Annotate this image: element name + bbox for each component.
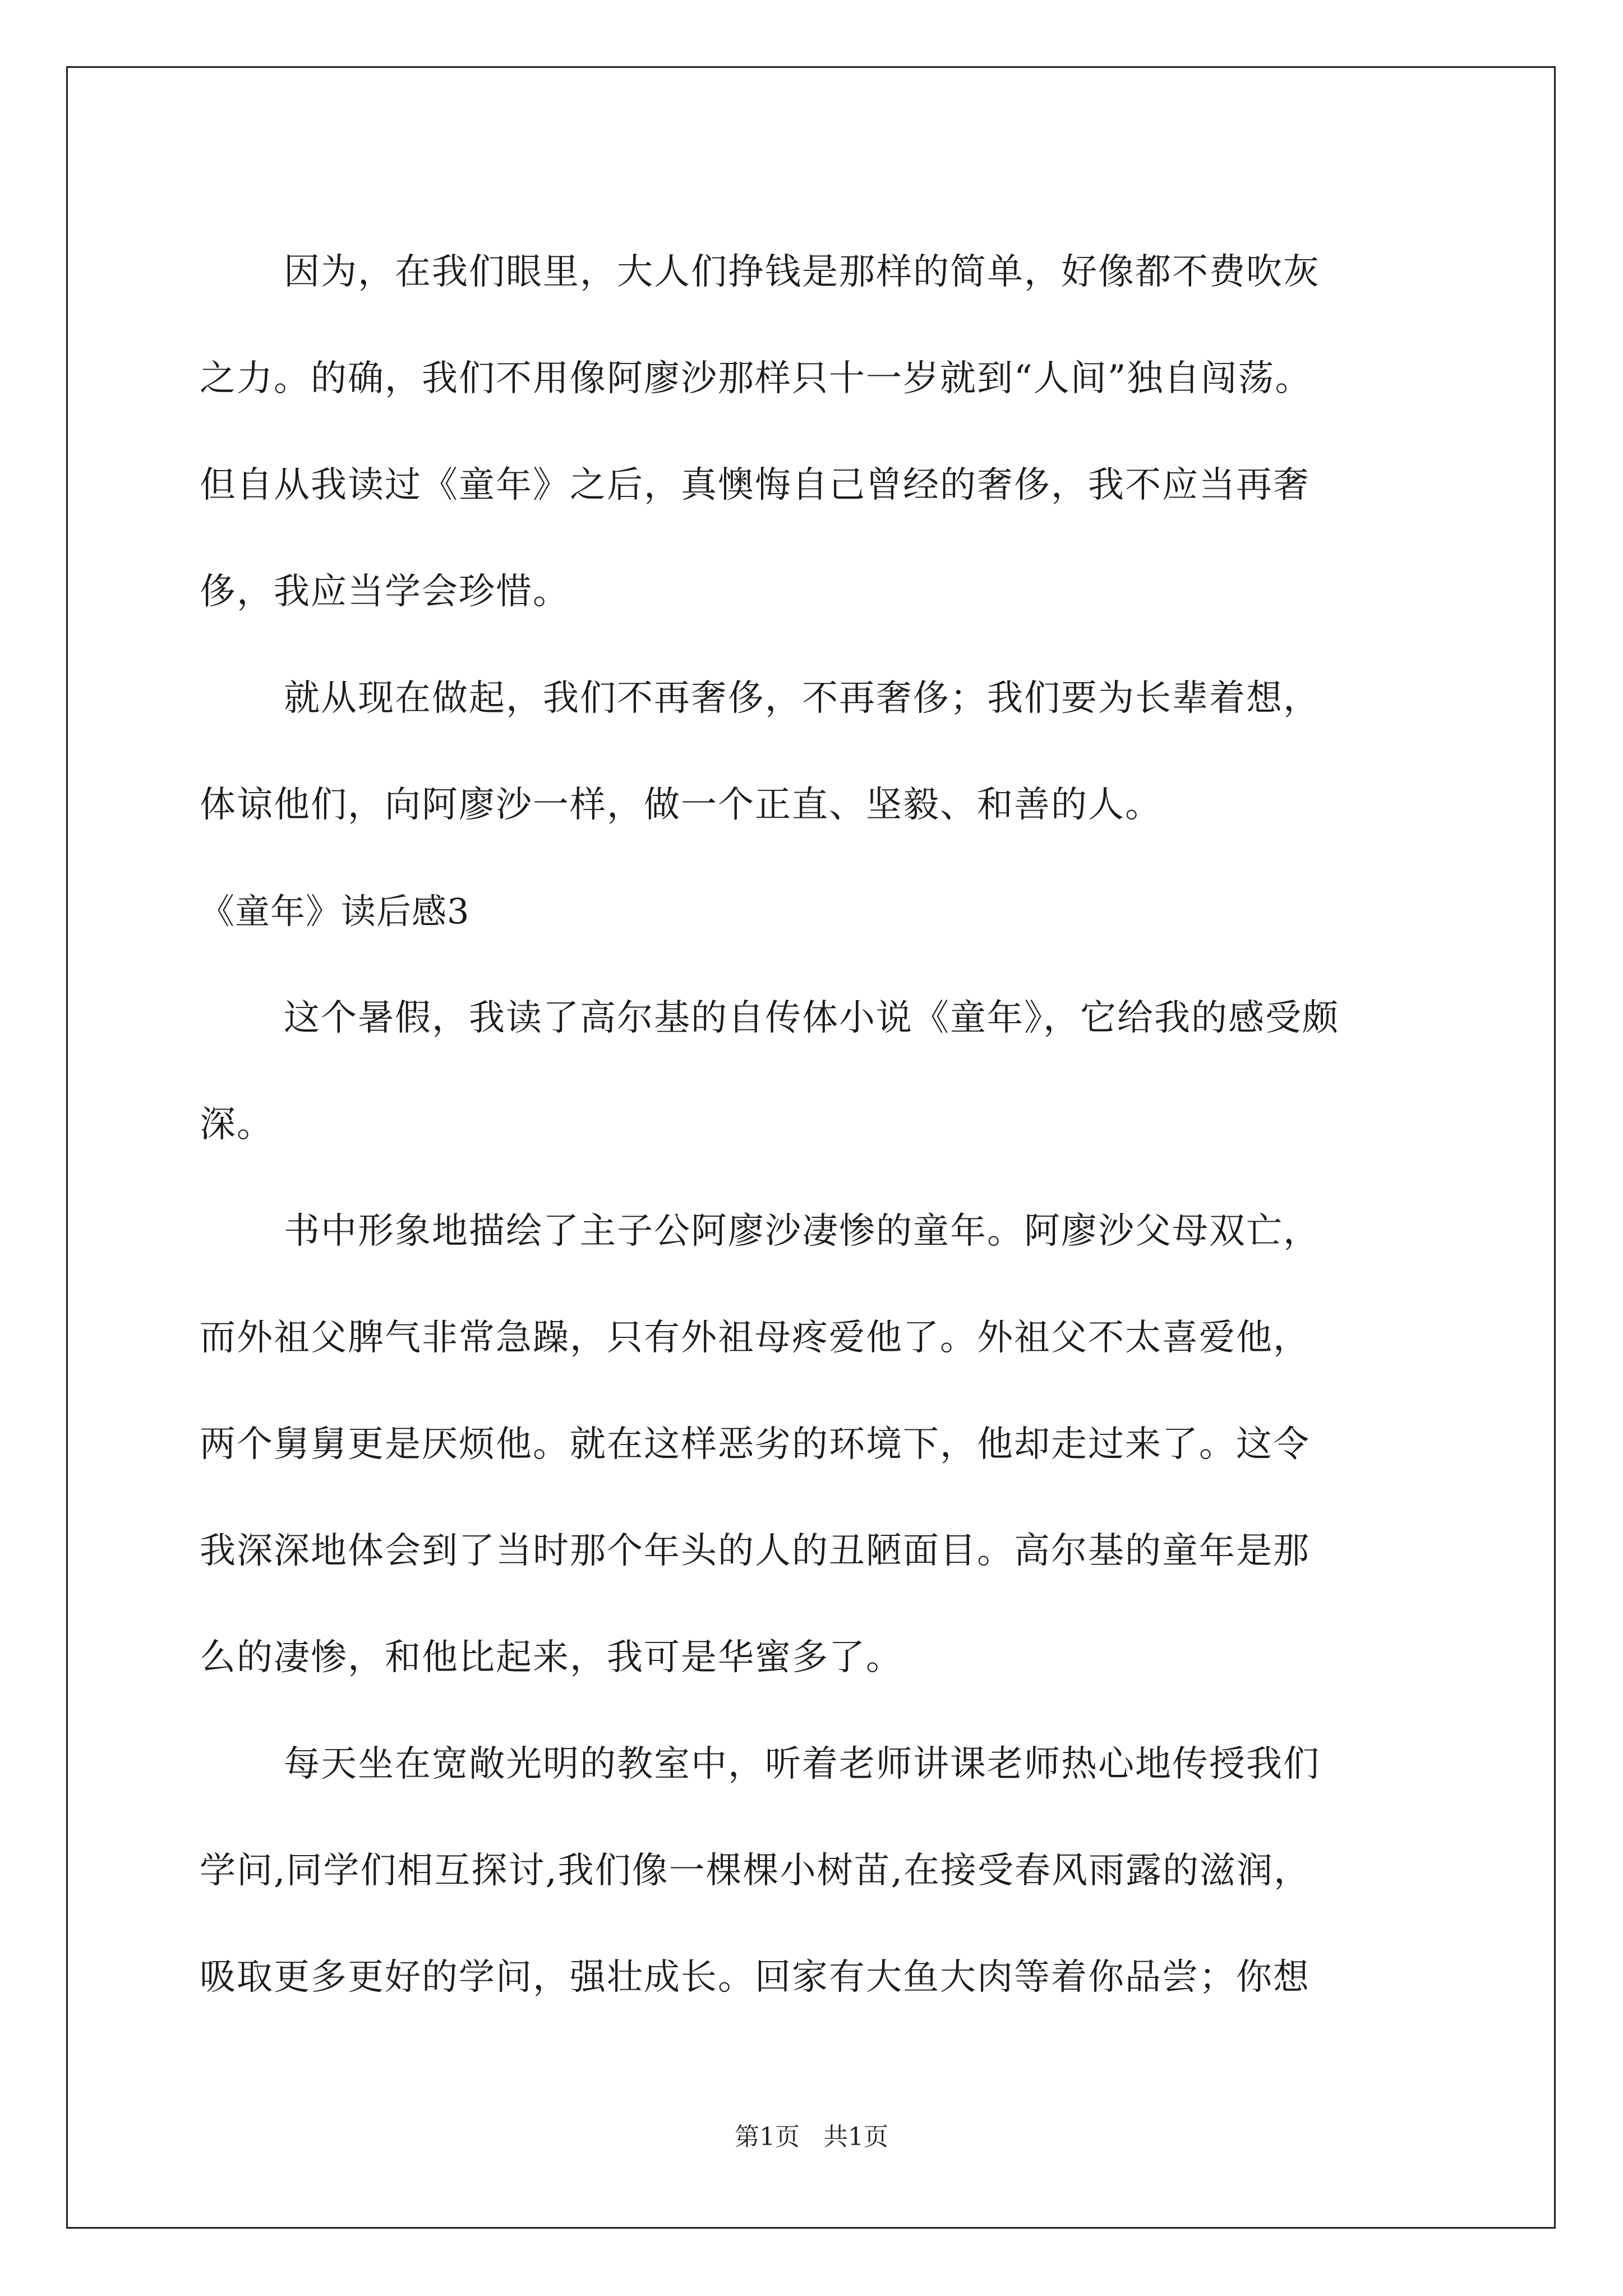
text-line: 每天坐在宽敞光明的教室中，听着老师讲课老师热心地传授我们 bbox=[284, 1743, 1320, 1785]
text-line: 侈，我应当学会珍惜。 bbox=[200, 571, 570, 613]
text-line: 深。 bbox=[200, 1104, 274, 1145]
text-line: 之力。的确，我们不用像阿廖沙那样只十一岁就到“人间”独自闯荡。 bbox=[200, 358, 1312, 399]
text-line: 吸取更多更好的学问，强壮成长。回家有大鱼大肉等着你品尝；你想 bbox=[200, 1957, 1310, 1998]
text-line: 体谅他们，向阿廖沙一样，做一个正直、坚毅、和善的人。 bbox=[200, 784, 1162, 826]
text-line: 而外祖父脾气非常急躁，只有外祖母疼爱他了。外祖父不太喜爱他， bbox=[200, 1317, 1310, 1359]
text-line: 两个舅舅更是厌烦他。就在这样恶劣的环境下，他却走过来了。这令 bbox=[200, 1424, 1310, 1465]
page-total: 共1页 bbox=[823, 2123, 888, 2151]
text-line: 因为，在我们眼里，大人们挣钱是那样的简单，好像都不费吹灰 bbox=[284, 251, 1320, 293]
document-body bbox=[200, 219, 1467, 2031]
page-number: 第1页 bbox=[735, 2123, 800, 2151]
text-line: 书中形象地描绘了主子公阿廖沙凄惨的童年。阿廖沙父母双亡， bbox=[284, 1211, 1320, 1252]
text-line: 但自从我读过《童年》之后，真懊悔自己曾经的奢侈，我不应当再奢 bbox=[200, 464, 1310, 506]
text-line: 我深深地体会到了当时那个年头的人的丑陋面目。高尔基的童年是那 bbox=[200, 1530, 1310, 1572]
text-line: 么的凄惨，和他比起来，我可是华蜜多了。 bbox=[200, 1637, 903, 1678]
text-line: 这个暑假，我读了高尔基的自传体小说《童年》，它给我的感受颇 bbox=[284, 997, 1339, 1039]
text-line: 就从现在做起，我们不再奢侈，不再奢侈；我们要为长辈着想， bbox=[284, 678, 1320, 719]
text-line: 学问,同学们相互探讨,我们像一棵棵小树苗,在接受春风雨露的滋润， bbox=[200, 1850, 1311, 1892]
section-heading: 《童年》读后感3 bbox=[200, 891, 470, 932]
page-footer bbox=[0, 2120, 1623, 2154]
